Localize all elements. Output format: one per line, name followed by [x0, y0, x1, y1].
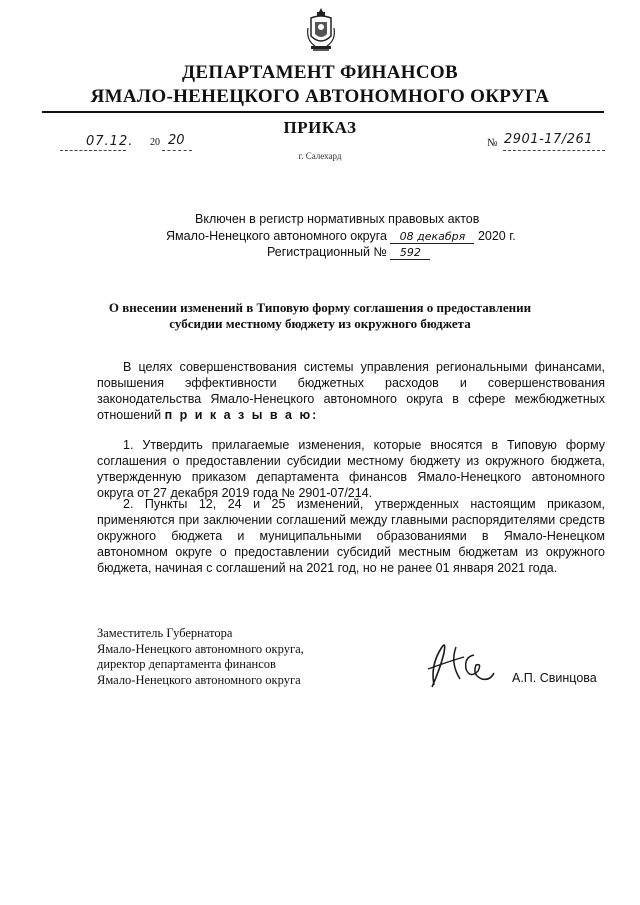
registry-line1: Включен в регистр нормативных правовых актов — [195, 212, 480, 226]
registry-line3 — [267, 245, 430, 260]
order-number-sign: № — [487, 137, 498, 149]
registry-date: 08 декабря — [390, 231, 474, 244]
order-number: 2901-17/261 — [504, 132, 594, 147]
signatory-role-line1: Заместитель Губернатора — [97, 626, 233, 640]
registry-line2-suffix: 2020 г. — [477, 229, 516, 243]
city-label: г. Салехард — [298, 151, 342, 161]
registry-line2 — [166, 229, 516, 244]
document-title: О внесении изменений в Типовую форму соглашения о предоставлении субсидии местному бюджету из окружного бюджета — [108, 300, 532, 331]
paragraph-preamble-text: В целях совершенствования системы управления региональными финансами, повышения эффективности бюджетных расходов и совершенствования законодательства Ямало-Ненецкого автономного округа в сфере межбюджетных отношений — [97, 360, 605, 422]
order-directive: п р и к а з ы в а ю: — [164, 408, 319, 422]
signatory-role-line2: Ямало-Ненецкого автономного округа, — [97, 641, 304, 656]
order-date-year-suffix: 20 — [168, 133, 185, 148]
signatory-role-line3: директор департамента финансов — [97, 657, 276, 671]
signatory-role — [97, 626, 304, 688]
registry-number: 592 — [390, 247, 430, 260]
registry-line2-prefix: Ямало-Ненецкого автономного округа — [166, 229, 387, 243]
handwritten-signature — [420, 635, 500, 691]
department-name-line2: ЯМАЛО-НЕНЕЦКОГО АВТОНОМНОГО ОКРУГА — [90, 86, 550, 107]
order-title: ПРИКАЗ — [283, 118, 357, 137]
signer-name: А.П. Свинцова — [512, 671, 597, 685]
paragraph-item-2: 2. Пункты 12, 24 и 25 изменений, утвержденных настоящим приказом, применяются при заключении соглашений между главными распорядителями средств окружного бюджета и муниципальными образованиями в Ямало-Ненецком автономном округе о предоставлении субсидий местным бюджетам из окружного бюджета, начиная с соглашений на 2021 год, но не ранее 01 января 2021 года. — [97, 497, 605, 575]
order-date-day-month: 07.12. — [86, 134, 134, 149]
order-date-year-prefix: 20 — [150, 137, 160, 148]
signatory-role-line4: Ямало-Ненецкого автономного округа — [97, 672, 301, 687]
coat-of-arms-emblem — [305, 6, 337, 54]
header-divider — [42, 111, 604, 113]
registry-number-label: Регистрационный № — [267, 245, 387, 259]
paragraph-preamble — [97, 359, 605, 423]
department-name-line1: ДЕПАРТАМЕНТ ФИНАНСОВ — [182, 62, 458, 83]
paragraph-item-1: 1. Утвердить прилагаемые изменения, которые вносятся в Типовую форму соглашения о предоставлении субсидии местному бюджету из окружного бюджета, утвержденную приказом департамента финансов Ямало-Ненецкого автономного округа от 27 декабря 2019 года № 2901-07/214. — [97, 438, 605, 500]
